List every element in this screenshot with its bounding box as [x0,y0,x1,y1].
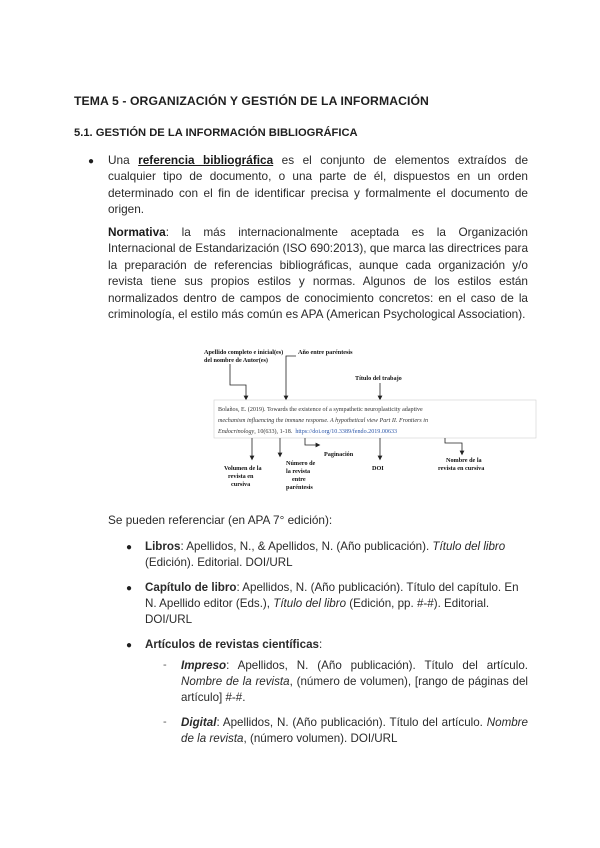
doi-label: DOI [372,465,384,472]
defined-term: referencia bibliográfica [138,153,274,167]
year-label: Año entre paréntesis [298,349,353,356]
svg-text:entre: entre [292,476,306,483]
author-label: Apellido completo e inicial(es) [204,349,284,356]
svg-text:la revista: la revista [286,468,311,475]
citation-line-3: Endocrinology, 10(633), 1-18. https://doi.org/10.3389/fendo.2019.00633 [218,429,398,435]
journal-arrow [445,438,462,453]
pages-label: Paginación [324,451,354,458]
apa-citation-figure [200,345,540,500]
apa-intro: Se pueden referenciar (en APA 7° edición): [108,513,333,527]
citation-line-2: mechanism influencing the immune response. A hypothetical view Part II. Frontiers in [218,418,429,424]
author-label-line2: del nombre de Autor(es) [204,357,268,364]
impreso-item: Impreso: Apellidos, N. (Año publicación). Título del artículo. Nombre de la revista, (número de volumen), [rango de páginas del artículo] #-#. [181,659,529,705]
bullet-icon: ● [126,583,133,594]
title-label: Título del trabajo [355,375,402,382]
citation-line-1: Bolaños, E. (2019). Towards the existence of a sympathetic neuroplasticity adaptive [218,407,423,413]
digital-item: Digital: Apellidos, N. (Año publicación). Título del artículo. Nombre de la revista, (número volumen). DOI/URL [181,716,528,746]
definition-paragraph: Una referencia bibliográfica es el conjunto de elementos extraídos de cualquier tipo de documento, o una parte de él, dispuestos en un orden determinado con el fin de identificar precisa y formalmente el documento de origen. [108,153,529,217]
bullet-icon: ● [88,156,95,167]
pages-arrow [305,438,318,445]
normativa-paragraph: Normativa: la más internacionalmente aceptada es la Organización Internacional de Estandarización (ISO 690:2013), que marca las directrices para la preparación de referencias bibliográficas, aunque cada organización y/o revista tiene sus propios estilos y normas. Algunos de los estilos están normalizados dentro de campos de conocimiento concretos: en el caso de la criminología, el estilo más común es APA (American Psychological Association). [108,225,528,322]
libros-item: Libros: Apellidos, N., & Apellidos, N. (Año publicación). Título del libro (Edición). Editorial. DOI/URL [145,540,506,570]
dash-marker: - [163,716,167,728]
svg-text:paréntesis: paréntesis [286,484,313,491]
bullet-icon: ● [126,542,133,553]
page-title: TEMA 5 - ORGANIZACIÓN Y GESTIÓN DE LA INFORMACIÓN [74,94,429,108]
year-arrow [286,356,296,398]
normativa-term: Normativa [108,225,166,239]
volume-label: Volumen de la [224,465,262,472]
svg-text:revista en: revista en [228,473,254,480]
issue-label: Número de [286,460,316,467]
doi-link[interactable]: https://doi.org/10.3389/fendo.2019.00633 [295,429,398,435]
author-arrow [230,364,246,398]
svg-text:revista en cursiva: revista en cursiva [438,465,485,472]
dash-marker: - [163,659,167,671]
articulos-item: Artículos de revistas científicas: [145,638,323,651]
journal-label: Nombre de la [446,457,482,464]
svg-text:cursiva: cursiva [231,481,251,488]
capitulo-item: Capítulo de libro: Apellidos, N. (Año publicación). Título del capítulo. En N. Apellido editor (Eds.), Título del libro (Edición, pp. #-#). Editorial. DOI/URL [145,581,519,627]
bullet-icon: ● [126,640,133,651]
section-heading: 5.1. GESTIÓN DE LA INFORMACIÓN BIBLIOGRÁFICA [74,127,358,139]
